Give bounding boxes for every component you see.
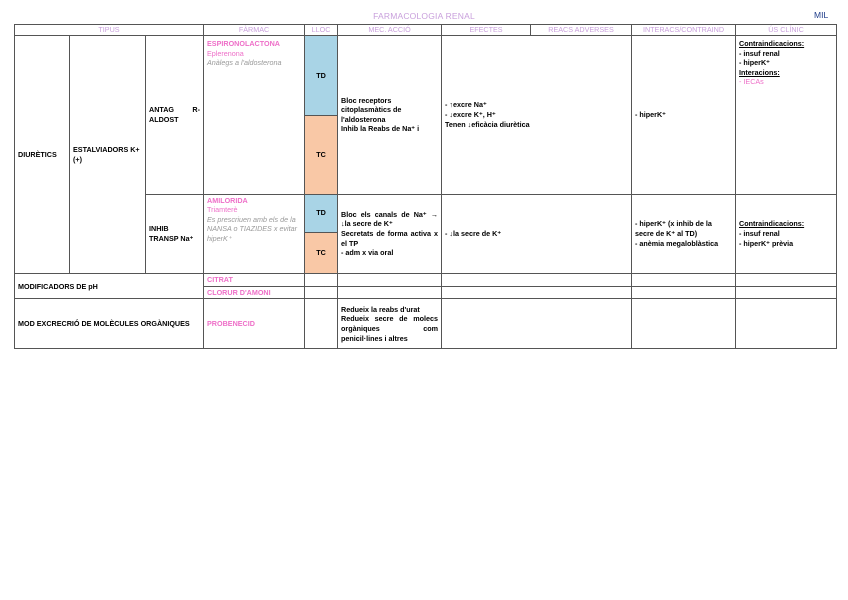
- mec-line: Bloc receptors citoplasmàtics de l'aldosterona: [341, 95, 402, 124]
- diuretics-label: DIURÈTICS: [15, 36, 70, 274]
- contra-title: Contraindicacions:: [739, 39, 805, 48]
- drug-name: Eplerenona: [207, 48, 244, 58]
- table-row: [15, 274, 837, 287]
- header-lloc: LLOC: [305, 25, 338, 36]
- mec-cell: [338, 194, 442, 274]
- reacs-cell: [632, 194, 736, 274]
- header-efectes: EFECTES: [442, 25, 531, 36]
- header-reacs: REACS ADVERSES: [531, 25, 632, 36]
- drug-name: AMILORIDA: [207, 195, 248, 205]
- contra-line: - insuf renal: [739, 229, 780, 239]
- contra-title: Contraindicacions:: [739, 219, 805, 229]
- efecte-line: Tenen ↓eficàcia diurètica: [445, 119, 530, 129]
- contra-line: - hiperK⁺: [739, 58, 770, 68]
- pharmacology-table: [14, 24, 837, 349]
- antag-label: ANTAG R-ALDOST: [146, 36, 204, 195]
- table-row: [15, 299, 837, 349]
- contra-cell: [736, 36, 837, 195]
- efecte-line: - ↑excre Na⁺: [445, 100, 487, 110]
- drug-name: ESPIRONOLACTONA: [207, 39, 280, 48]
- reac-line: - hiperK⁺: [635, 109, 666, 119]
- reac-line: - anèmia megaloblàstica: [635, 238, 719, 248]
- mec-line: Redueix secre de molecs orgàniques com penicil·lines i altres: [341, 314, 439, 343]
- efecte-line: - ↓excre K⁺, H⁺: [445, 109, 496, 119]
- lloc-td: TD: [305, 194, 338, 232]
- page-title: FARMACOLOGIA RENAL: [373, 11, 475, 21]
- contra-line: - insuf renal: [739, 48, 780, 58]
- inter-line: - IECAs: [739, 77, 764, 87]
- header-farmac: FÀRMAC: [204, 25, 305, 36]
- table-row: [15, 36, 837, 116]
- header-mec: MEC. ACCIÓ: [338, 25, 442, 36]
- efectes-cell: [442, 36, 632, 195]
- mec-line: Bloc els canals de Na⁺ → ↓la secre de K⁺: [341, 209, 439, 229]
- header-us: ÚS CLÍNIC: [736, 25, 837, 36]
- efecte-line: - ↓la secre de K⁺: [445, 229, 502, 239]
- reac-line: - hiperK⁺ (x inhib de la secre de K⁺ al TD): [635, 219, 712, 239]
- mec-cell: [338, 36, 442, 195]
- inhib-label: INHIB TRANSP Na⁺: [146, 194, 204, 274]
- lloc-tc: TC: [305, 116, 338, 194]
- mod-label: MOD EXCRECRIÓ DE MOLÈCULES ORGÀNIQUES: [15, 299, 204, 349]
- header-row: [15, 25, 837, 36]
- mec-line: Inhib la Reabs de Na⁺ i: [341, 124, 420, 134]
- mec-line: Secretats de forma activa x el TP: [341, 229, 439, 248]
- efectes-cell: [442, 194, 632, 274]
- mec-line: Redueix la reabs d'urat: [341, 304, 420, 314]
- ph-label: MODIFICADORS DE pH: [15, 274, 204, 299]
- group-label: ESTALVIADORS K+ (+): [70, 36, 146, 274]
- drug-note: Anàlegs a l'aldosterona: [207, 58, 282, 68]
- inhib-drug-cell: [204, 194, 305, 274]
- drug-name: CLORUR D'AMONI: [204, 286, 305, 299]
- header-tipus: TIPUS: [15, 25, 204, 36]
- lloc-td: TD: [305, 36, 338, 116]
- corner-label: MIL: [814, 10, 829, 20]
- drug-name: CITRAT: [204, 274, 305, 287]
- mec-line: - adm x via oral: [341, 248, 394, 258]
- contra-cell: [736, 194, 837, 274]
- drug-note: Es prescriuen amb els de la NANSA o TIAZIDES x evitar hiperK⁺: [207, 214, 298, 243]
- inter-title: Interacions:: [739, 67, 780, 77]
- antag-drug-cell: [204, 36, 305, 195]
- drug-name: Triamterè: [207, 205, 238, 215]
- drug-name: PROBENECID: [204, 299, 305, 349]
- reacs-cell: [632, 36, 736, 195]
- contra-line: - hiperK⁺ prèvia: [739, 238, 794, 248]
- lloc-tc: TC: [305, 232, 338, 274]
- header-interacs: INTERACS/CONTRAIND: [632, 25, 736, 36]
- mec-cell: [338, 299, 442, 349]
